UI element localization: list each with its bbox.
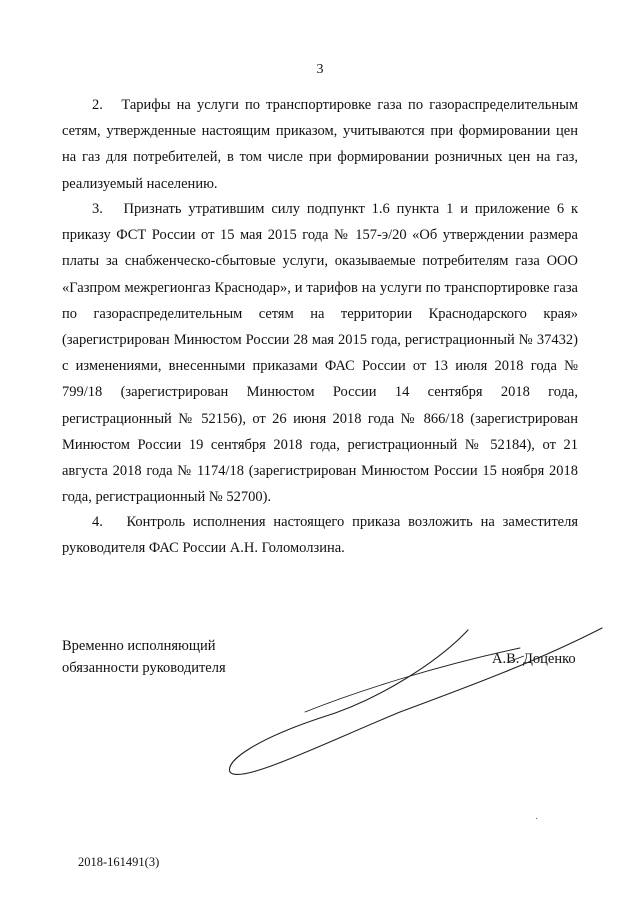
paragraph-3 <box>62 196 578 510</box>
paragraph-text: Тарифы на услуги по транспортировке газа по газораспределительным сетям, утвержденные настоящим приказом, учитываются при формировании цен на газ для потребителей, в том числе при формировании розничных цен на газ, реализуемый населению. <box>62 97 578 192</box>
paragraph-number: 4. <box>92 514 103 530</box>
paragraph-number: 2. <box>92 97 103 113</box>
signatory-title-line-2: обязанности руководителя <box>62 660 226 676</box>
document-id: 2018-161491(3) <box>78 855 160 869</box>
scan-mark: · <box>535 814 539 825</box>
signatory-name: А.В. Доценко <box>492 651 576 667</box>
paragraph-number: 3. <box>92 201 103 217</box>
paragraph-2 <box>62 92 578 197</box>
paragraph-4 <box>62 509 578 561</box>
paragraph-text: Контроль исполнения настоящего приказа возложить на заместителя руководителя ФАС России А.Н. Голомолзина. <box>62 514 578 557</box>
page-number: 3 <box>316 62 324 77</box>
signatory-title <box>62 635 226 679</box>
signatory-title-line-1: Временно исполняющий <box>62 638 216 654</box>
paragraph-text: Признать утратившим силу подпункт 1.6 пункта 1 и приложение 6 к приказу ФСТ России от 15 мая 2015 года № 157-э/20 «Об утверждении размера платы за снабженческо-сбытовые услуги, оказываемые потребителям газа ООО «Газпром межрегионгаз Краснодар», и тарифов на услуги по транспортировке газа по газораспределительным сетям на территории Краснодарского края» (зарегистрирован Минюстом России 28 мая 2015 года, регистрационный № 37432) с изменениями, внесенными приказами ФАС России от 13 июля 2018 года № 799/18 (зарегистрирован Минюстом России 14 сентября 2018 года, регистрационный № 52156), от 26 июня 2018 года № 866/18 (зарегистрирован Минюстом России 19 сентября 2018 года, регистрационный № 52184), от 21 августа 2018 года № 1174/18 (зарегистрирован Минюстом России 15 ноября 2018 года, регистрационный № 52700). <box>62 201 578 506</box>
